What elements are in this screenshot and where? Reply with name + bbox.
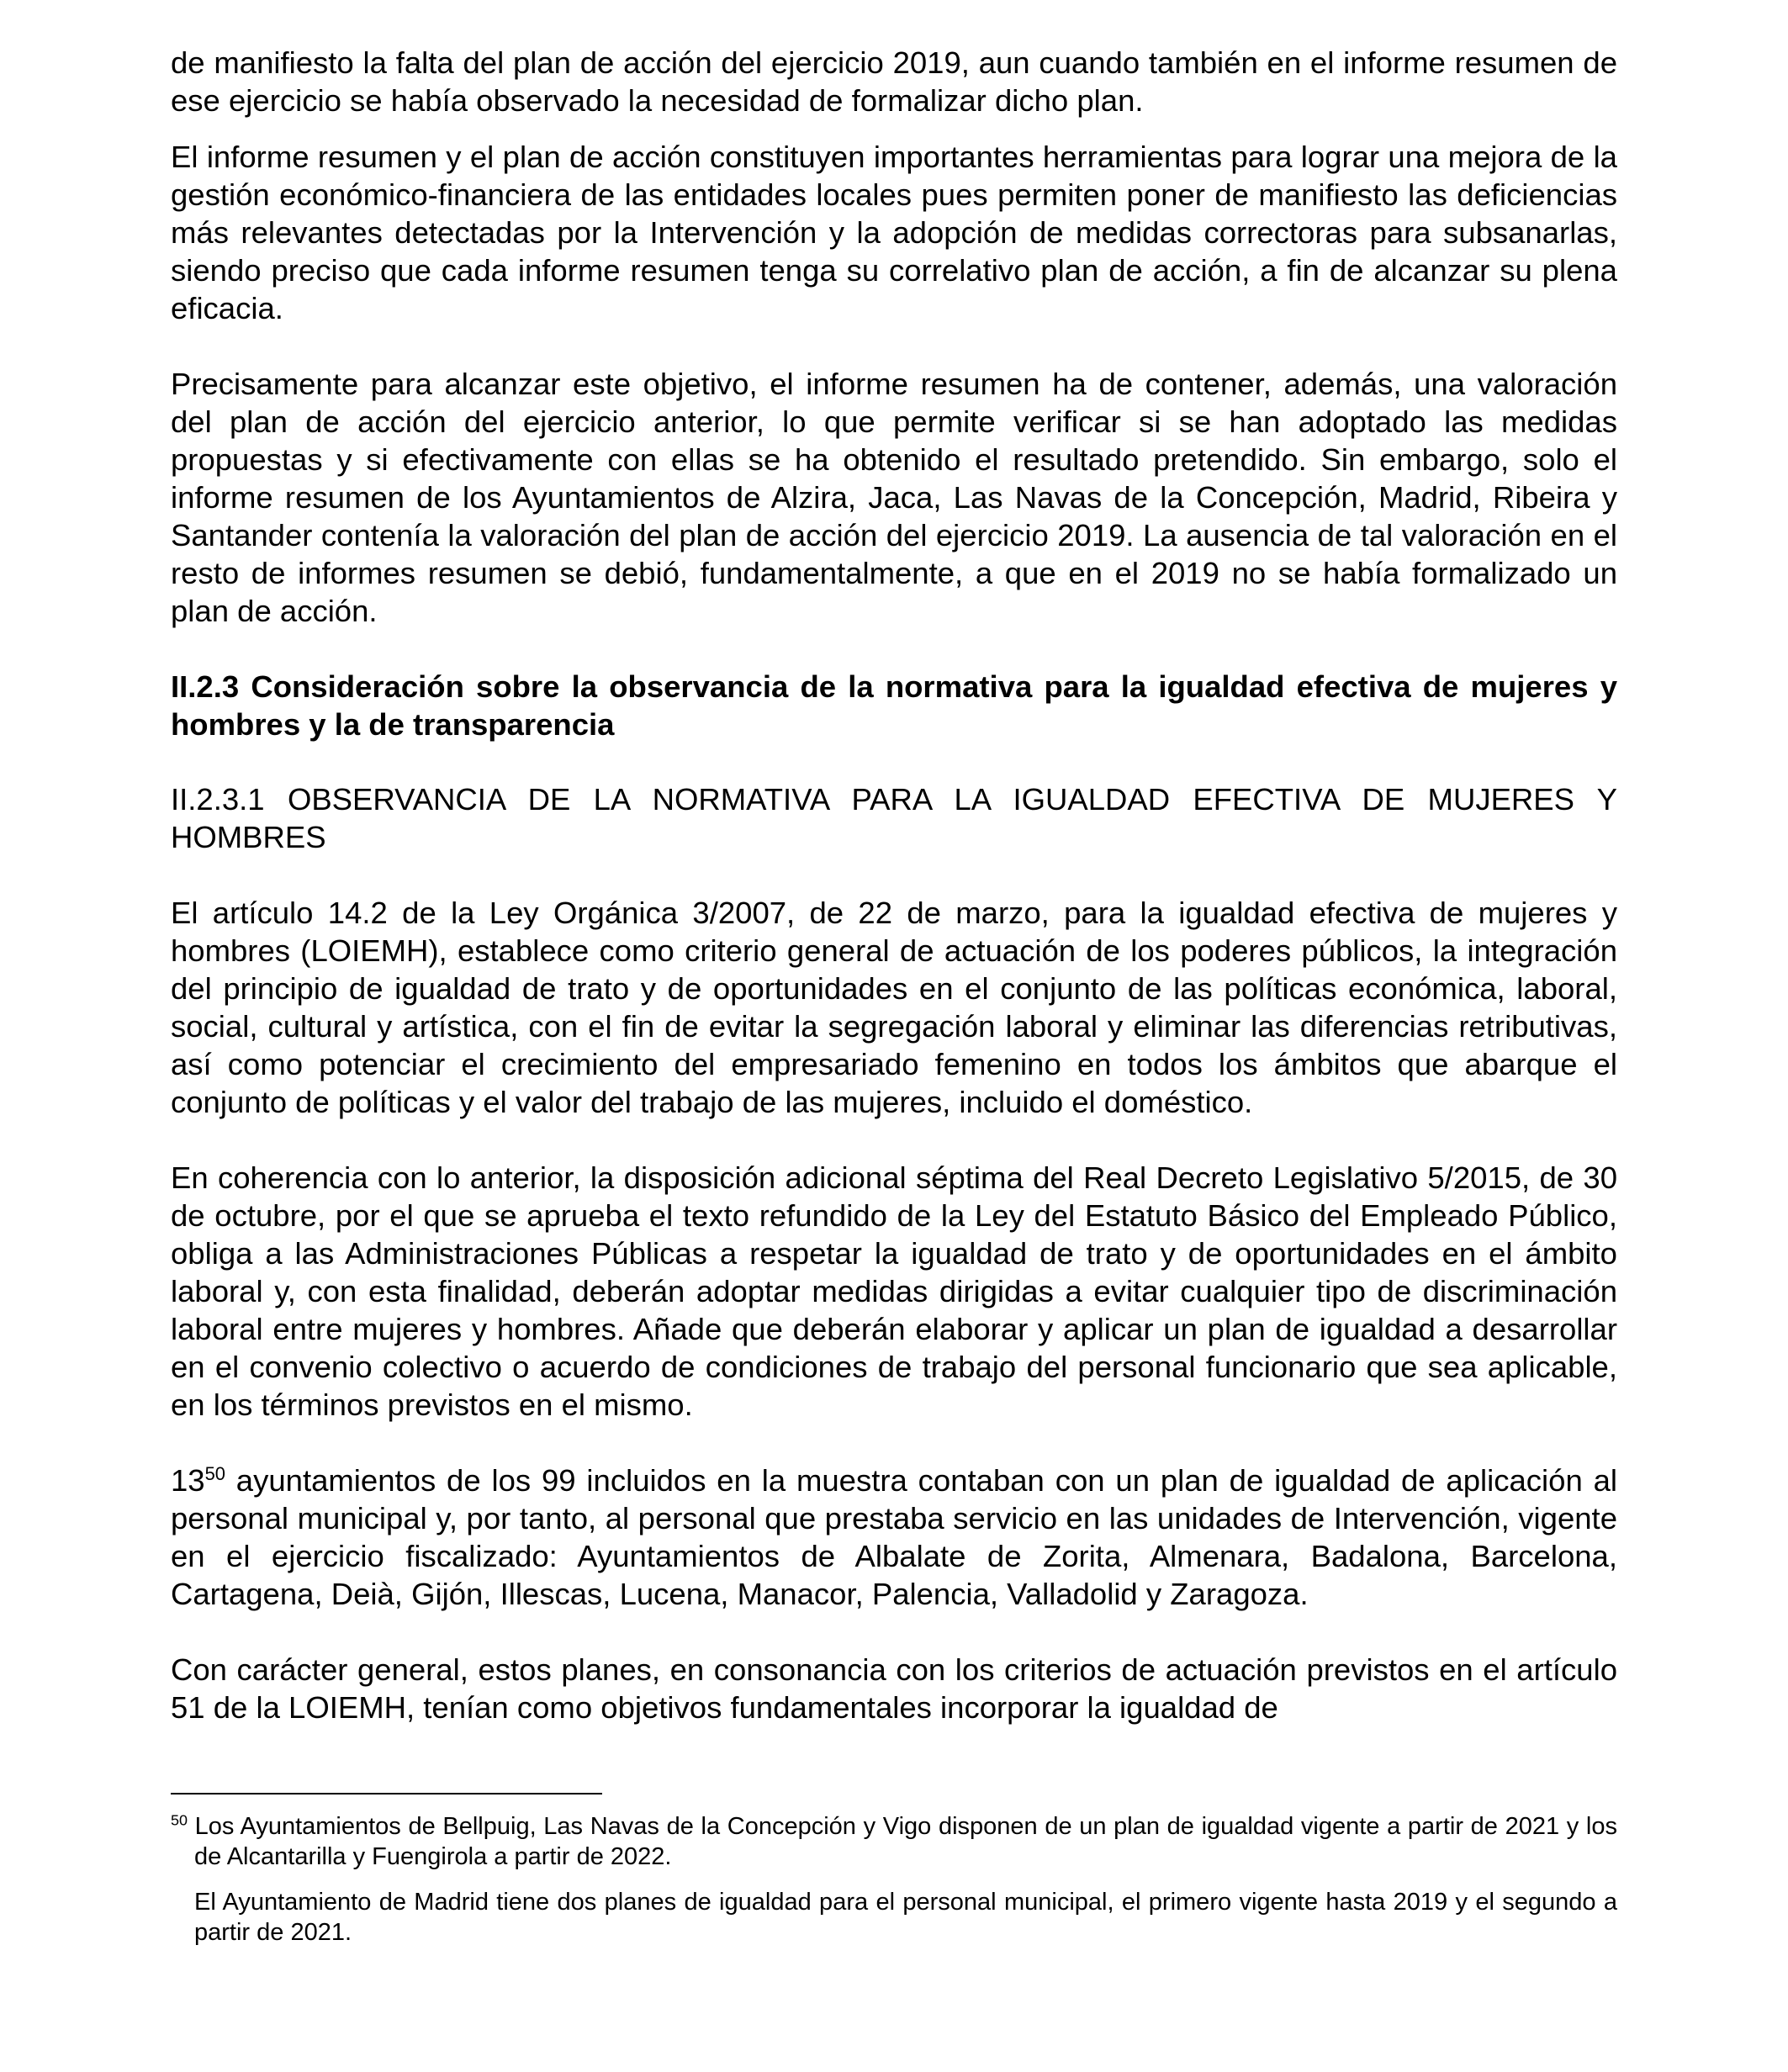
footnote-separator — [171, 1793, 602, 1794]
paragraph-articulo-14-2: El artículo 14.2 de la Ley Orgánica 3/2007, de 22 de marzo, para la igualdad efectiva de mujeres y hombres (LOIEMH), establece como criterio general de actuación de los poderes públicos, la integración del principio de igualdad de trato y de oportunidades en el conjunto de las políticas económica, laboral, social, cultural y artística, con el fin de evitar la segregación laboral y eliminar las diferencias retributivas, así como potenciar el crecimiento del empresariado femenino en todos los ámbitos que abarque el conjunto de políticas y el valor del trabajo de las mujeres, incluido el doméstico. — [171, 896, 1617, 1119]
count-ayuntamientos: 13 — [171, 1463, 205, 1498]
paragraph-ayuntamientos-text: ayuntamientos de los 99 incluidos en la muestra contaban con un plan de igualdad de aplicación al personal municipal y, por tanto, al personal que prestaba servicio en las unidades de Intervención, vigente en el ejercicio fiscalizado: Ayuntamientos de Albalate de Zorita, Almenara, Badalona, Barcelona, Cartagena, Deià, Gijón, Illescas, Lucena, Manacor, Palencia, Valladolid y Zaragoza. — [171, 1463, 1617, 1611]
paragraph-disposicion-adicional: En coherencia con lo anterior, la disposición adicional séptima del Real Decreto Legislativo 5/2015, de 30 de octubre, por el que se aprueba el texto refundido de la Ley del Estatuto Básico del Empleado Público, obliga a las Administraciones Públicas a respetar la igualdad de trato y de oportunidades en el ámbito laboral y, con esta finalidad, deberán adoptar medidas dirigidas a evitar cualquier tipo de discriminación laboral entre mujeres y hombres. Añade que deberán elaborar y aplicar un plan de igualdad a desarrollar en el convenio colectivo o acuerdo de condiciones de trabajo del personal funcionario que sea aplicable, en los términos previstos en el mismo. — [171, 1160, 1617, 1422]
footnote-50-text: Los Ayuntamientos de Bellpuig, Las Navas de la Concepción y Vigo disponen de un plan de igualdad vigente a partir de 2021 y los de Alcantarilla y Fuengirola a partir de 2022. — [188, 1813, 1617, 1870]
paragraph-valoracion: Precisamente para alcanzar este objetivo, el informe resumen ha de contener, además, una valoración del plan de acción del ejercicio anterior, lo que permite verificar si se han adoptado las medidas propuestas y si efectivamente con ellas se ha obtenido el resultado pretendido. Sin embargo, solo el informe resumen de los Ayuntamientos de Alzira, Jaca, Las Navas de la Concepción, Madrid, Ribeira y Santander contenía la valoración del plan de acción del ejercicio 2019. La ausencia de tal valoración en el resto de informes resumen se debió, fundamentalmente, a que en el 2019 no se había formalizado un plan de acción. — [171, 367, 1617, 628]
footnotes — [171, 1811, 1617, 1948]
section-heading: II.2.3 Consideración sobre la observancia de la normativa para la igualdad efectiva de mujeres y hombres y la de transparencia — [171, 669, 1617, 742]
subsection-heading: II.2.3.1 OBSERVANCIA DE LA NORMATIVA PARA LA IGUALDAD EFECTIVA DE MUJERES Y HOMBRES — [171, 782, 1617, 854]
footnote-number-50: 50 — [171, 1811, 188, 1829]
footnote-50 — [171, 1811, 1617, 1872]
paragraph-plan-accion-2019: de manifiesto la falta del plan de acción del ejercicio 2019, aun cuando también en el informe resumen de ese ejercicio se había observado la necesidad de formalizar dicho plan. — [171, 45, 1617, 118]
footnote-50-continuation: El Ayuntamiento de Madrid tiene dos planes de igualdad para el personal municipal, el primero vigente hasta 2019 y el segundo a partir de 2021. — [194, 1889, 1617, 1946]
paragraph-ayuntamientos-plan — [171, 1462, 1617, 1613]
footnote-reference-50[interactable]: 50 — [204, 1462, 225, 1484]
paragraph-herramientas: El informe resumen y el plan de acción constituyen importantes herramientas para lograr una mejora de la gestión económico-financiera de las entidades locales pues permiten poner de manifiesto las deficiencias más relevantes detectadas por la Intervención y la adopción de medidas correctoras para subsanarlas, siendo preciso que cada informe resumen tenga su correlativo plan de acción, a fin de alcanzar su plena eficacia. — [171, 140, 1617, 325]
main-text — [171, 44, 1617, 1726]
paragraph-caracter-general: Con carácter general, estos planes, en consonancia con los criterios de actuación previstos en el artículo 51 de la LOIEMH, tenían como objetivos fundamentales incorporar la igualdad de — [171, 1652, 1617, 1725]
